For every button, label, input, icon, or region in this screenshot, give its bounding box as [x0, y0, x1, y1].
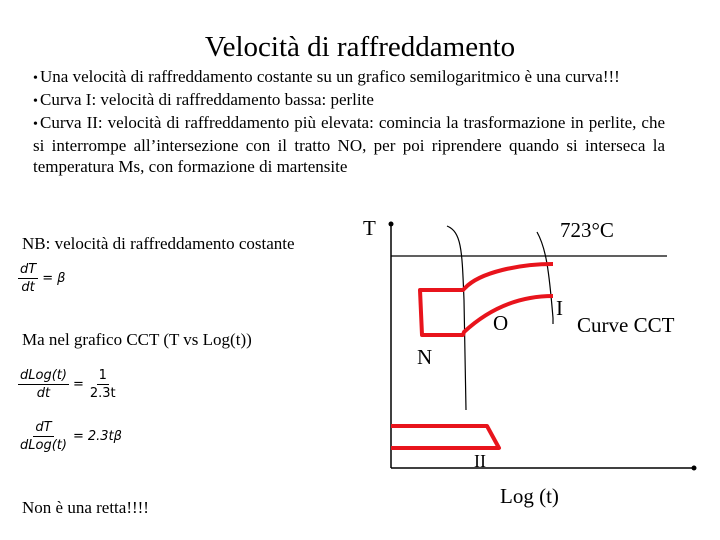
cooling-curve-i: [537, 232, 553, 324]
bullet-text: Una velocità di raffreddamento costante su un grafico semilogaritmico è una curva!!!: [40, 67, 620, 86]
equals-sign: =: [42, 271, 54, 286]
bullet-marker: •: [33, 94, 38, 109]
bullet-text: Curva II: velocità di raffreddamento più elevata: comincia la trasformazione in perlite, che si interrompe all’intersezione con il tratto NO, per poi riprendere quando si interseca la temperatura Ms, con formazione di martensite: [33, 113, 665, 176]
fraction-numerator: dT: [35, 420, 52, 435]
y-axis-end-marker: [389, 222, 394, 227]
slide-title: Velocità di raffreddamento: [204, 31, 516, 63]
equation-rhs: 2.3tβ: [87, 429, 122, 444]
bullet-text: Curva I: velocità di raffreddamento bassa: perlite: [40, 90, 374, 109]
point-label-o: O: [493, 311, 509, 335]
bullet-marker: •: [33, 117, 38, 132]
nb-note: NB: velocità di raffreddamento costante: [22, 234, 295, 253]
x-axis-end-marker: [692, 466, 697, 471]
cct-curve-region: [420, 264, 553, 335]
fraction-denominator: dt: [36, 386, 51, 401]
equals-sign: =: [72, 429, 84, 444]
point-label-n: N: [417, 345, 433, 369]
fraction-numerator: dLog(t): [20, 368, 67, 383]
cooling-curve-ii: [447, 226, 466, 410]
equation-rhs: β: [57, 271, 66, 286]
fraction-numerator: 1: [98, 368, 107, 383]
legend-label-cct: Curve CCT: [577, 313, 675, 337]
cct-note: Ma nel grafico CCT (T vs Log(t)): [22, 330, 252, 349]
fraction-denominator: dt: [21, 280, 35, 295]
martensite-region: [391, 426, 499, 448]
fraction-numerator: dT: [20, 262, 37, 277]
bullet-marker: •: [33, 71, 38, 86]
x-axis-label: Log (t): [500, 484, 559, 508]
curve-label-i: I: [556, 296, 563, 320]
conclusion-note: Non è una retta!!!!: [22, 498, 149, 517]
y-axis-label: T: [363, 216, 376, 240]
equals-sign: =: [72, 377, 84, 392]
curve-label-ii: II: [474, 451, 486, 471]
temperature-label: 723°C: [560, 218, 614, 242]
fraction-denominator: 2.3t: [89, 386, 116, 401]
fraction-denominator: dLog(t): [20, 438, 67, 453]
